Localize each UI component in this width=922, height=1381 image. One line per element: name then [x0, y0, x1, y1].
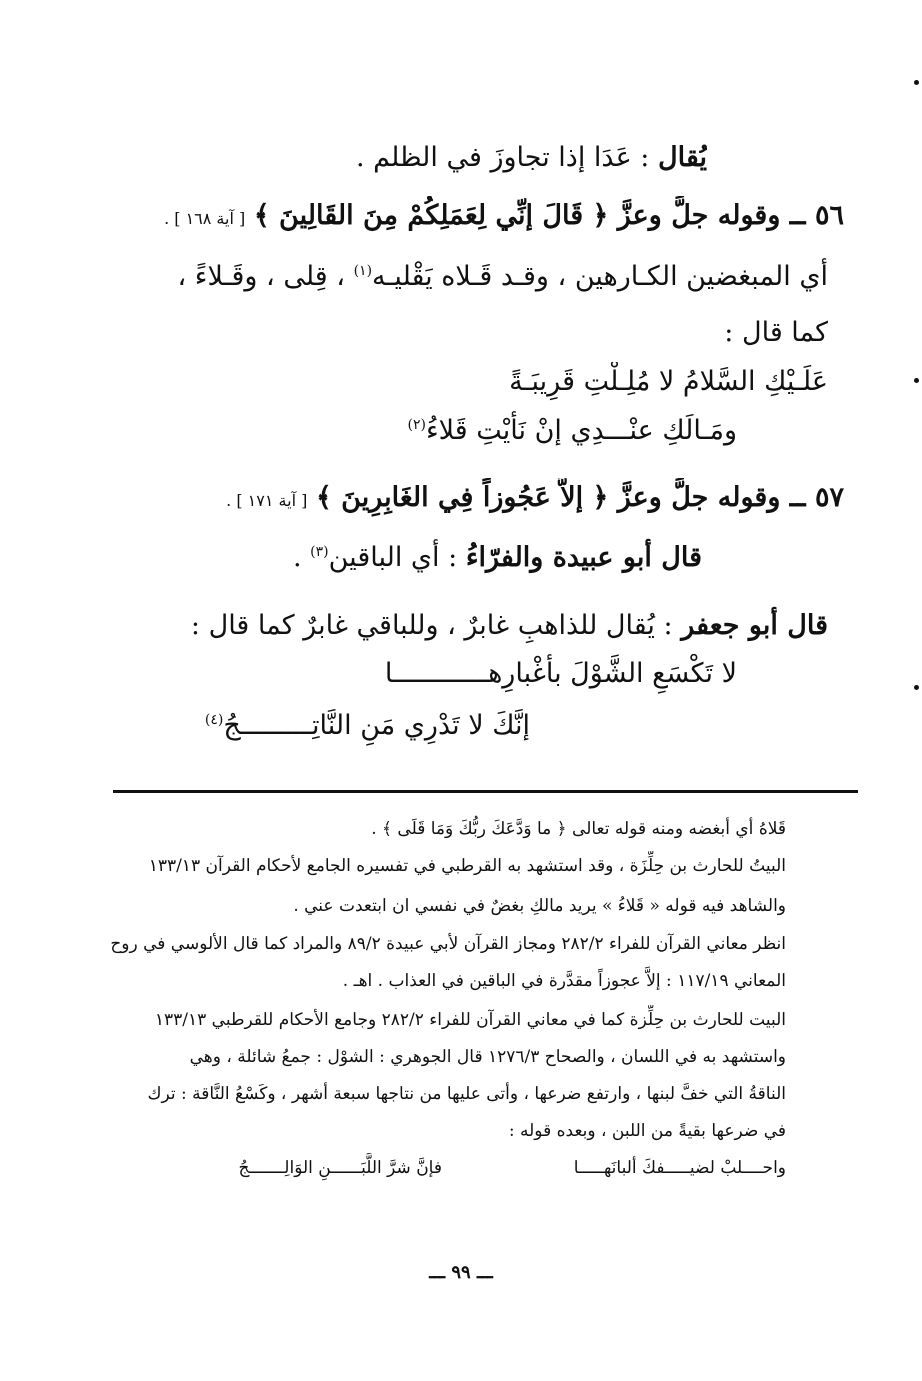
heading-verse: ٥٧ ــ وقوله جلَّ وعزَّ ﴿ إلاَّ عَجُوزاً فِي الغَابِرِينَ ﴾	[315, 482, 844, 513]
line-text: كما قال :	[724, 317, 828, 348]
line-text: أي المبغضين الكـارهين ، وقـد قَـلاه يَقْليـه	[372, 261, 828, 292]
verse-ref: [ آية ١٦٨ ] .	[164, 209, 246, 228]
term-label: قال أبو جعفر	[681, 610, 828, 641]
scan-mark-dot	[914, 378, 919, 383]
footnote-ref: (١)	[353, 263, 373, 279]
footnote-line: البيتُ للحارث بن حِلِّزَة ، وقد استشهد به القرطبي في تفسيره الجامع لأحكام القرآن ١٣٣/١٣	[148, 856, 786, 876]
footnote-ref: (٣)	[310, 544, 329, 560]
footnote-line: في ضرعها بقيةً من اللبن ، وبعده قوله :	[508, 1121, 786, 1141]
footnote-ref: (٢)	[407, 417, 426, 433]
poem-hemistich	[110, 706, 530, 746]
line-text: : يُقال للذاهبِ غابرٌ ، وللباقي غابرٌ كما قال :	[190, 610, 673, 641]
page-number: ـــ ٩٩ ـــ	[429, 1262, 493, 1283]
poem-hemistich	[177, 411, 737, 451]
text-line	[98, 257, 828, 297]
poem-hemistich	[268, 362, 828, 402]
line-text: : عَدَا إذا تجاوزَ في الظلم .	[355, 142, 650, 173]
line-text: .	[292, 542, 302, 573]
scan-mark-dot	[914, 80, 919, 85]
text-line	[628, 313, 828, 353]
footnote-line: المعاني ١١٧/١٩ : إلاَّ عجوزاً مقدَّرة في الباقين في العذاب . اهـ .	[342, 971, 786, 991]
footnote-separator	[113, 790, 858, 793]
footnote-line: البيت للحارث بن حِلِّزة كما في معاني القرآن للفراء ٢٨٢/٢ وجامع الأحكام للقرطبي ١٣٣/١٣	[154, 1010, 786, 1030]
text-line	[102, 538, 702, 578]
text-line	[98, 606, 828, 646]
footnote-ref: (٤)	[204, 712, 224, 728]
poem-text: إنَّكَ لا تَدْرِي مَنِ النَّاتِـــــــــجُ	[223, 710, 530, 741]
footnote-line: الناقةُ التي خفَّ لبنها ، وارتفع ضرعها ، وأتى عليها من نتاجها سبعة أشهر ، وكَسْعُ النَّاقة : ترك	[147, 1084, 786, 1104]
line-text: ، قِلى ، وقَـلاءً ،	[177, 261, 345, 292]
term-label: قال أبو عبيدة والفرّاءُ	[465, 542, 702, 573]
poem-text: لا تَكْسَعِ الشَّوْلَ بأَغْبارِهــــــــــــا	[384, 658, 737, 689]
line-text: : أي الباقين	[328, 542, 458, 573]
footnote-line: قَلاهُ أي أبغضه ومنه قوله تعالى ﴿ ما وَدَّعَكَ ربُّكَ وَمَا قَلَى ﴾ .	[371, 819, 786, 839]
poem-text: ومَـالَكِ عنْـــدِي إنْ نَأَيْتِ قَلاءُ	[425, 415, 737, 446]
scan-mark-dot	[914, 685, 919, 690]
footnote-verse-left: فإنَّ شرَّ اللَّبَــــــنِ الوَالِـــــــجُ	[238, 1158, 442, 1178]
poem-hemistich	[177, 654, 737, 694]
footnote-verse-right: واحــــلبْ لضيـــــفكَ ألبانَهـــــا	[573, 1158, 786, 1178]
text-line	[107, 138, 707, 178]
poem-text: عَلَـيْكِ السَّلامُ لا مُلِـلْتِ قَرِيبَـةً	[509, 366, 828, 397]
heading-verse: ٥٦ ــ وقوله جلَّ وعزَّ ﴿ قَالَ إنِّي لِعَمَلِكُمْ مِنَ القَالِينَ ﴾	[253, 200, 844, 231]
verse-ref: [ آية ١٧١ ] .	[226, 491, 308, 510]
footnote-line: والشاهد فيه قوله « قَلاءُ » يريد مالكِ بغضٌ في نفسي ان ابتعدت عني .	[293, 896, 786, 916]
entry-heading-56	[124, 196, 844, 239]
footnote-line: واستشهد به في اللسان ، والصحاح ١٢٧٦/٣ قال الجوهري : الشوْل : جمعُ شائلة ، وهي	[189, 1047, 786, 1067]
entry-heading-57	[124, 478, 844, 521]
footnote-line: انظر معاني القرآن للفراء ٢٨٢/٢ ومجاز القرآن لأبي عبيدة ٨٩/٢ والمراد كما قال الألوسي في روح	[110, 934, 786, 954]
term-label: يُقال	[657, 142, 707, 173]
